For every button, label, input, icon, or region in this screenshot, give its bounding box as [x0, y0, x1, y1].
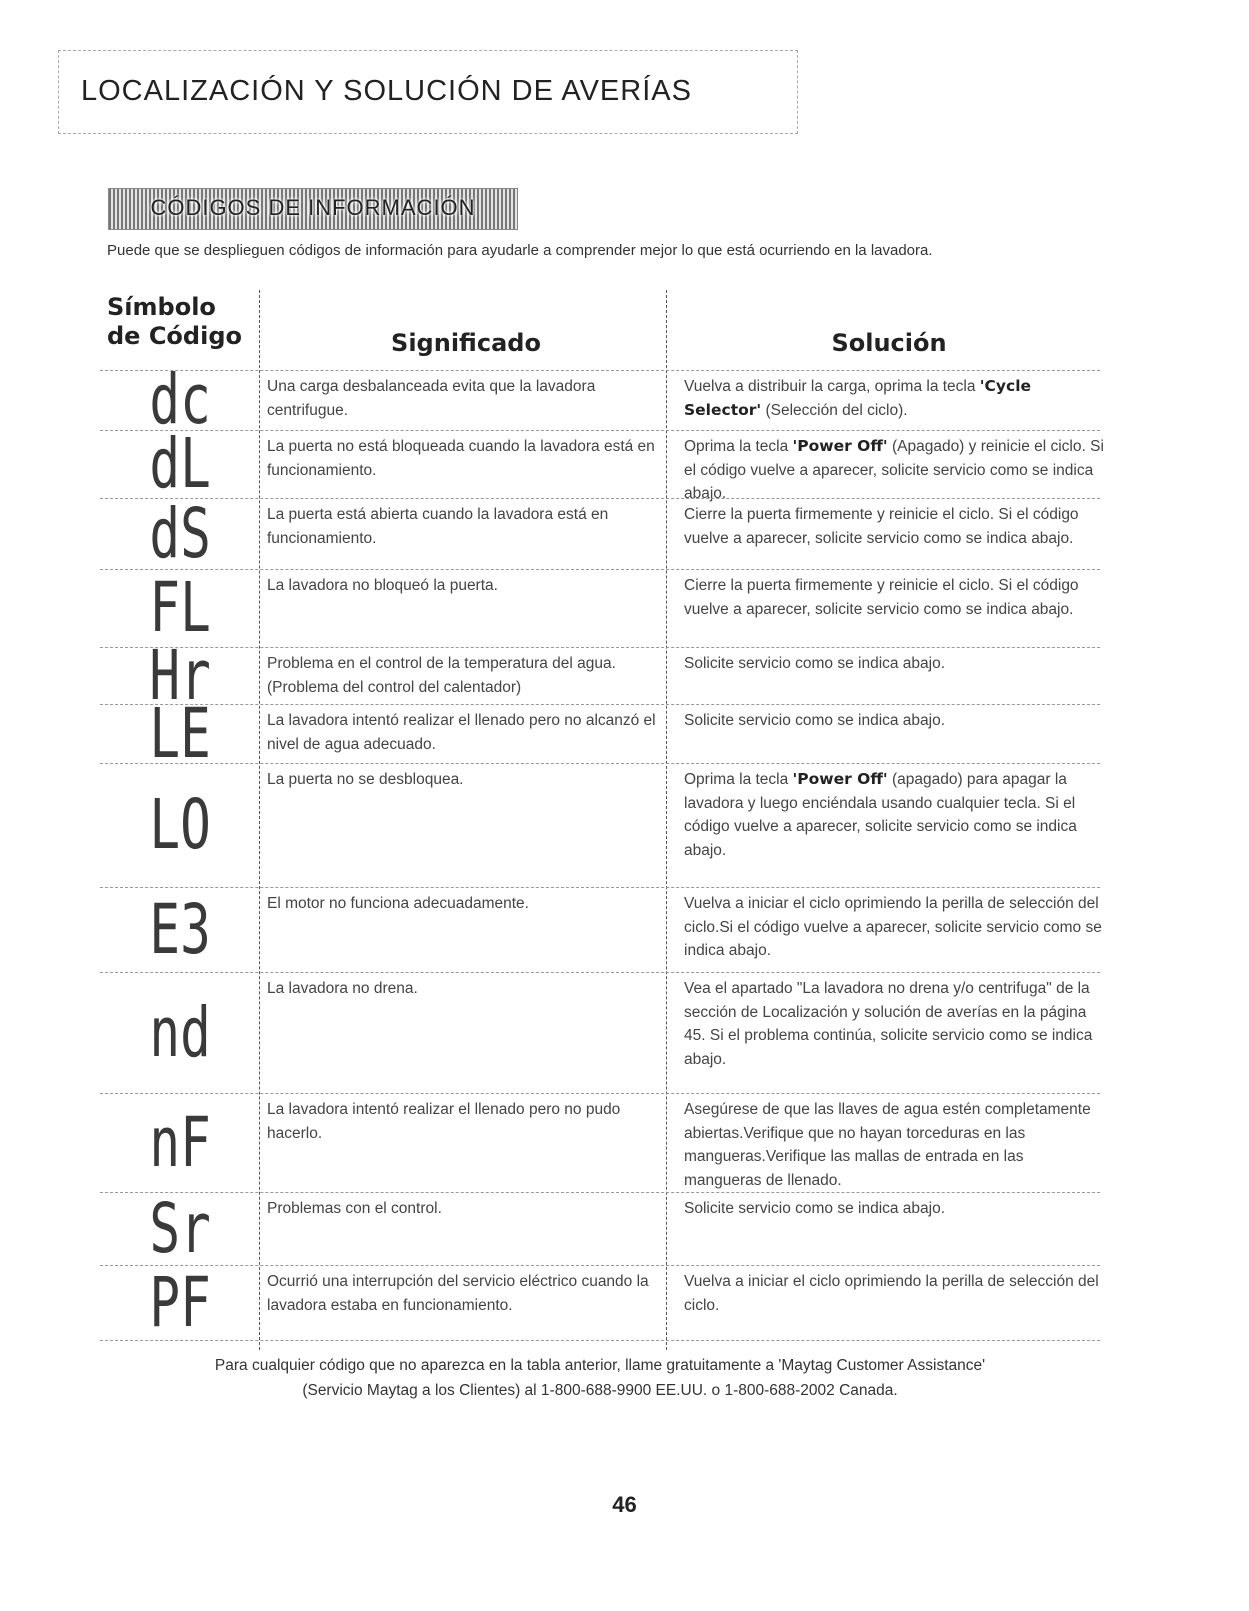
footer-line-1: Para cualquier código que no aparezca en la tabla anterior, llame gratuitamente a 'Maytag Customer Assistance' — [214, 1357, 986, 1374]
solution-text — [684, 709, 1104, 733]
solution-text-pre: Cierre la puerta firmemente y reinicie el ciclo. Si el código vuelve a aparecer, solicite servicio como se indica abajo. — [684, 506, 1079, 547]
solution-text-pre: Vea el apartado "La lavadora no drena y/o centrifuga" de la sección de Localización y solución de averías en la página 45. Si el problema continúa, solicite servicio como se indica abajo. — [684, 980, 1093, 1068]
solution-text-pre: Solicite servicio como se indica abajo. — [684, 655, 946, 672]
table-row — [100, 1188, 1100, 1269]
code-cell — [100, 1188, 260, 1269]
intro-text: Puede que se desplieguen códigos de información para ayudarle a comprender mejor lo que está ocurriendo en la lavadora. — [107, 242, 933, 259]
code-cell — [100, 423, 260, 505]
header-meaning: Significado — [391, 329, 541, 357]
code-symbol: FL — [149, 567, 211, 649]
table-row — [100, 493, 1100, 574]
key-name: 'Cycle Selector' — [684, 377, 1032, 419]
code-symbol: Hr — [149, 635, 211, 716]
solution-text — [684, 1270, 1104, 1317]
solution-text-post: (Selección del ciclo). — [761, 401, 908, 419]
solution-text-pre: Oprima la tecla — [684, 438, 793, 455]
solution-text — [684, 768, 1104, 862]
solution-text-post: (Apagado) y reinicie el ciclo. Si el código vuelve a aparecer, solicite servicio como se indica abajo. — [684, 438, 1104, 502]
meaning-text: La puerta no está bloqueada cuando la lavadora está en funcionamiento. — [267, 438, 655, 479]
meaning-text: El motor no funciona adecuadamente. — [267, 895, 529, 912]
code-symbol: dL — [149, 423, 211, 505]
code-symbol: nd — [149, 992, 211, 1073]
code-cell — [100, 493, 260, 574]
table-row — [100, 887, 1100, 972]
page-number: 46 — [612, 1492, 637, 1517]
meaning-text: Problemas con el control. — [267, 1200, 442, 1217]
code-cell — [100, 763, 260, 887]
solution-text — [684, 977, 1104, 1071]
table-row — [100, 569, 1100, 647]
meaning-text: La lavadora intentó realizar el llenado pero no alcanzó el nivel de agua adecuado. — [267, 712, 656, 753]
table-row — [100, 1093, 1100, 1192]
solution-text-pre: Vuelva a distribuir la carga, oprima la tecla — [684, 378, 980, 395]
meaning-text: La lavadora no drena. — [267, 980, 418, 997]
meaning-text: La puerta está abierta cuando la lavadora está en funcionamiento. — [267, 506, 609, 547]
header-symbol — [107, 293, 242, 351]
code-cell — [100, 1262, 260, 1343]
table-row — [100, 972, 1100, 1093]
code-symbol: PF — [149, 1262, 211, 1343]
header-symbol-line1: Símbolo — [107, 293, 216, 321]
solution-text-pre: Vuelva a iniciar el ciclo oprimiendo la perilla de selección del ciclo. — [684, 1273, 1099, 1314]
table-row — [100, 423, 1104, 505]
meaning-text: La lavadora intentó realizar el llenado pero no pudo hacerlo. — [267, 1101, 621, 1142]
code-symbol: LO — [149, 784, 211, 866]
solution-text-pre: Solicite servicio como se indica abajo. — [684, 1200, 946, 1217]
solution-text-pre: Cierre la puerta firmemente y reinicie el ciclo. Si el código vuelve a aparecer, solicite servicio como se indica abajo. — [684, 577, 1079, 618]
solution-text — [684, 503, 1104, 550]
meaning-text: Una carga desbalanceada evita que la lavadora centrifugue. — [267, 378, 596, 419]
table-row — [100, 763, 1100, 887]
meaning-text: Problema en el control de la temperatura del agua. (Problema del control del calentador) — [267, 655, 616, 696]
table-row — [100, 359, 1100, 441]
solution-text-pre: Solicite servicio como se indica abajo. — [684, 712, 946, 729]
key-name: 'Power Off' — [792, 437, 888, 455]
code-cell — [100, 359, 260, 441]
header-symbol-line2: de Código — [107, 322, 242, 350]
solution-text — [684, 574, 1104, 621]
solution-text — [684, 435, 1104, 506]
code-cell — [100, 972, 260, 1093]
solution-text-post: (apagado) para apagar la lavadora y luego enciéndala usando cualquier tecla. Si el código vuelve a aparecer, solicite servicio como se indica abajo. — [684, 771, 1077, 859]
code-symbol: LE — [149, 693, 211, 774]
solution-text — [684, 892, 1104, 963]
code-cell — [100, 887, 260, 972]
table-row — [100, 635, 1100, 716]
section-banner — [108, 188, 518, 230]
solution-text-pre: Vuelva a iniciar el ciclo oprimiendo la perilla de selección del ciclo.Si el código vuelve a aparecer, solicite servicio como se indica abajo. — [684, 895, 1102, 959]
solution-text — [684, 1197, 1104, 1221]
solution-text-pre: Asegúrese de que las llaves de agua estén completamente abiertas.Verifique que no hayan torceduras en las mangueras.Verifique las mallas de entrada en las mangueras de llenado. — [684, 1101, 1091, 1189]
code-symbol: E3 — [149, 889, 211, 970]
meaning-text: La lavadora no bloqueó la puerta. — [267, 577, 498, 594]
key-name: 'Power Off' — [792, 770, 888, 788]
table-row — [100, 693, 1100, 774]
row-separator — [100, 1340, 1100, 1341]
title-box — [58, 50, 798, 134]
solution-text — [684, 652, 1104, 676]
header-solution: Solución — [831, 329, 947, 357]
code-symbol: dc — [149, 359, 211, 441]
code-cell — [100, 1093, 260, 1192]
code-symbol: Sr — [149, 1188, 211, 1269]
code-symbol: nF — [149, 1102, 211, 1183]
table-row — [100, 1262, 1100, 1343]
solution-text — [684, 1098, 1104, 1192]
footer-line-2: (Servicio Maytag a los Clientes) al 1-800-688-9900 EE.UU. o 1-800-688-2002 Canada. — [302, 1382, 898, 1399]
meaning-text: La puerta no se desbloquea. — [267, 771, 464, 788]
code-symbol: dS — [149, 493, 211, 574]
solution-text-pre: Oprima la tecla — [684, 771, 793, 788]
footer-text — [100, 1353, 1100, 1403]
page-title: LOCALIZACIÓN Y SOLUCIÓN DE AVERÍAS — [81, 75, 692, 107]
code-cell — [100, 693, 260, 774]
solution-text — [684, 375, 1104, 422]
meaning-text: Ocurrió una interrupción del servicio eléctrico cuando la lavadora estaba en funcionamiento. — [267, 1273, 649, 1314]
section-title: CÓDIGOS DE INFORMACIÓN — [150, 195, 476, 220]
